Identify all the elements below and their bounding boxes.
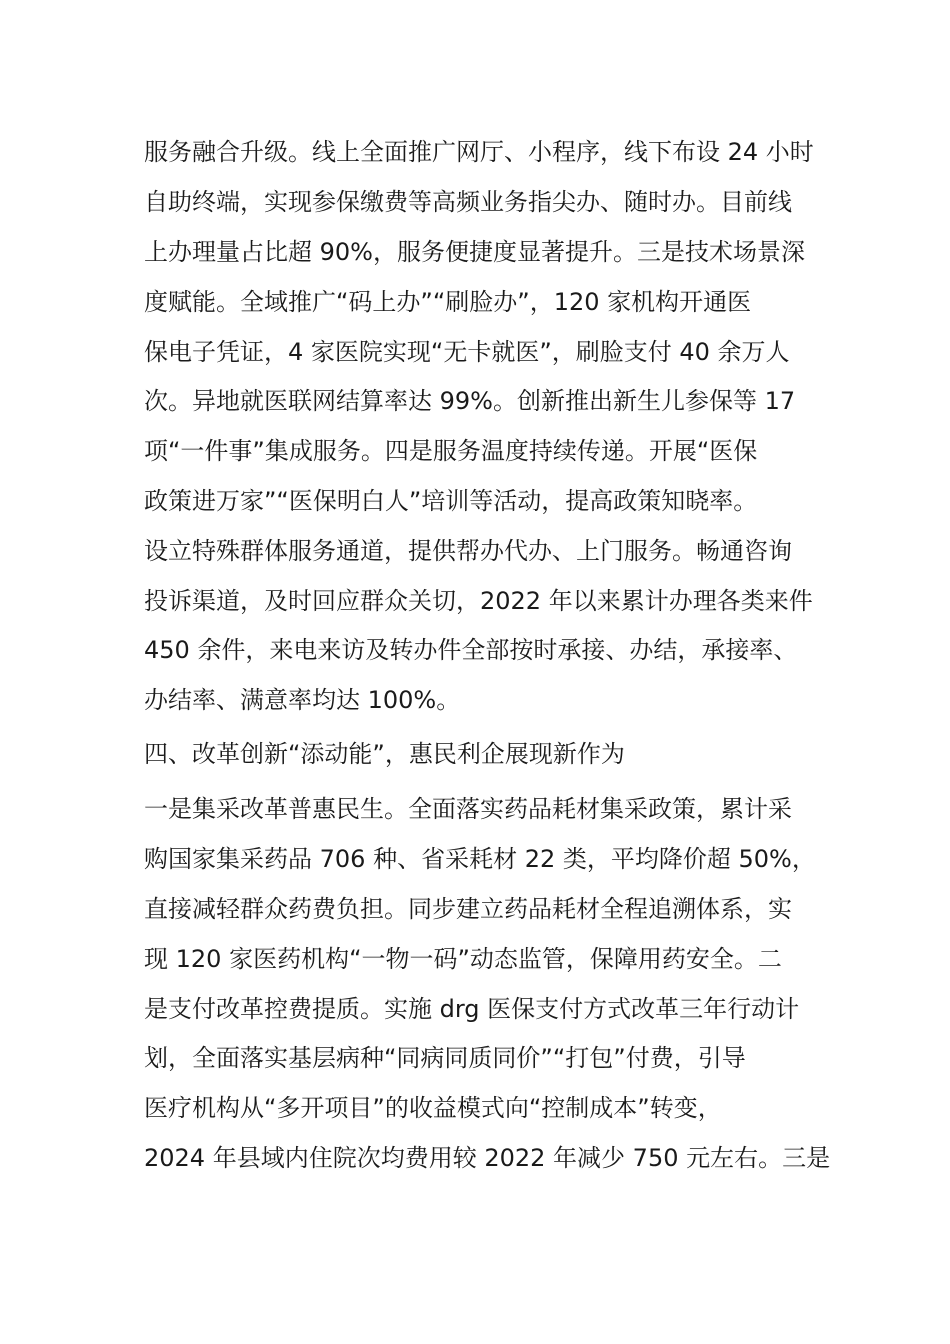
text-line: 一是集采改革普惠民生。全面落实药品耗材集采政策，累计采 — [144, 795, 792, 823]
text-line: 医疗机构从“多开项目”的收益模式向“控制成本”转变， — [144, 1094, 722, 1122]
text-line: 划，全面落实基层病种“同病同质同价”“打包”付费，引导 — [144, 1044, 746, 1072]
text-line: 是支付改革控费提质。实施 drg 医保支付方式改革三年行动计 — [144, 995, 800, 1023]
text-line: 2024 年县域内住院次均费用较 2022 年减少 750 元左右。三是 — [144, 1144, 831, 1172]
section-heading: 四、改革创新“添动能”，惠民利企展现新作为 — [144, 740, 625, 768]
text-line: 上办理量占比超 90%，服务便捷度显著提升。三是技术场景深 — [144, 238, 805, 266]
text-line: 项“一件事”集成服务。四是服务温度持续传递。开展“医保 — [144, 437, 758, 465]
text-line: 次。异地就医联网结算率达 99%。创新推出新生儿参保等 17 — [144, 387, 796, 415]
text-line: 购国家集采药品 706 种、省采耗材 22 类，平均降价超 50%， — [144, 845, 816, 873]
text-line: 450 余件，来电来访及转办件全部按时承接、办结，承接率、 — [144, 636, 798, 664]
text-line: 保电子凭证，4 家医院实现“无卡就医”，刷脸支付 40 余万人 — [144, 338, 790, 366]
text-line: 政策进万家”“医保明白人”培训等活动，提高政策知晓率。 — [144, 487, 758, 515]
text-line: 投诉渠道，及时回应群众关切，2022 年以来累计办理各类来件 — [144, 587, 813, 615]
text-line: 直接减轻群众药费负担。同步建立药品耗材全程追溯体系，实 — [144, 895, 792, 923]
text-line: 度赋能。全域推广“码上办”“刷脸办”，120 家机构开通医 — [144, 288, 752, 316]
text-line: 设立特殊群体服务通道，提供帮办代办、上门服务。畅通咨询 — [144, 537, 792, 565]
text-line: 自助终端，实现参保缴费等高频业务指尖办、随时办。目前线 — [144, 188, 792, 216]
text-line: 办结率、满意率均达 100%。 — [144, 686, 461, 714]
text-line: 服务融合升级。线上全面推广网厅、小程序，线下布设 24 小时 — [144, 138, 814, 166]
text-line: 现 120 家医药机构“一物一码”动态监管，保障用药安全。二 — [144, 945, 782, 973]
